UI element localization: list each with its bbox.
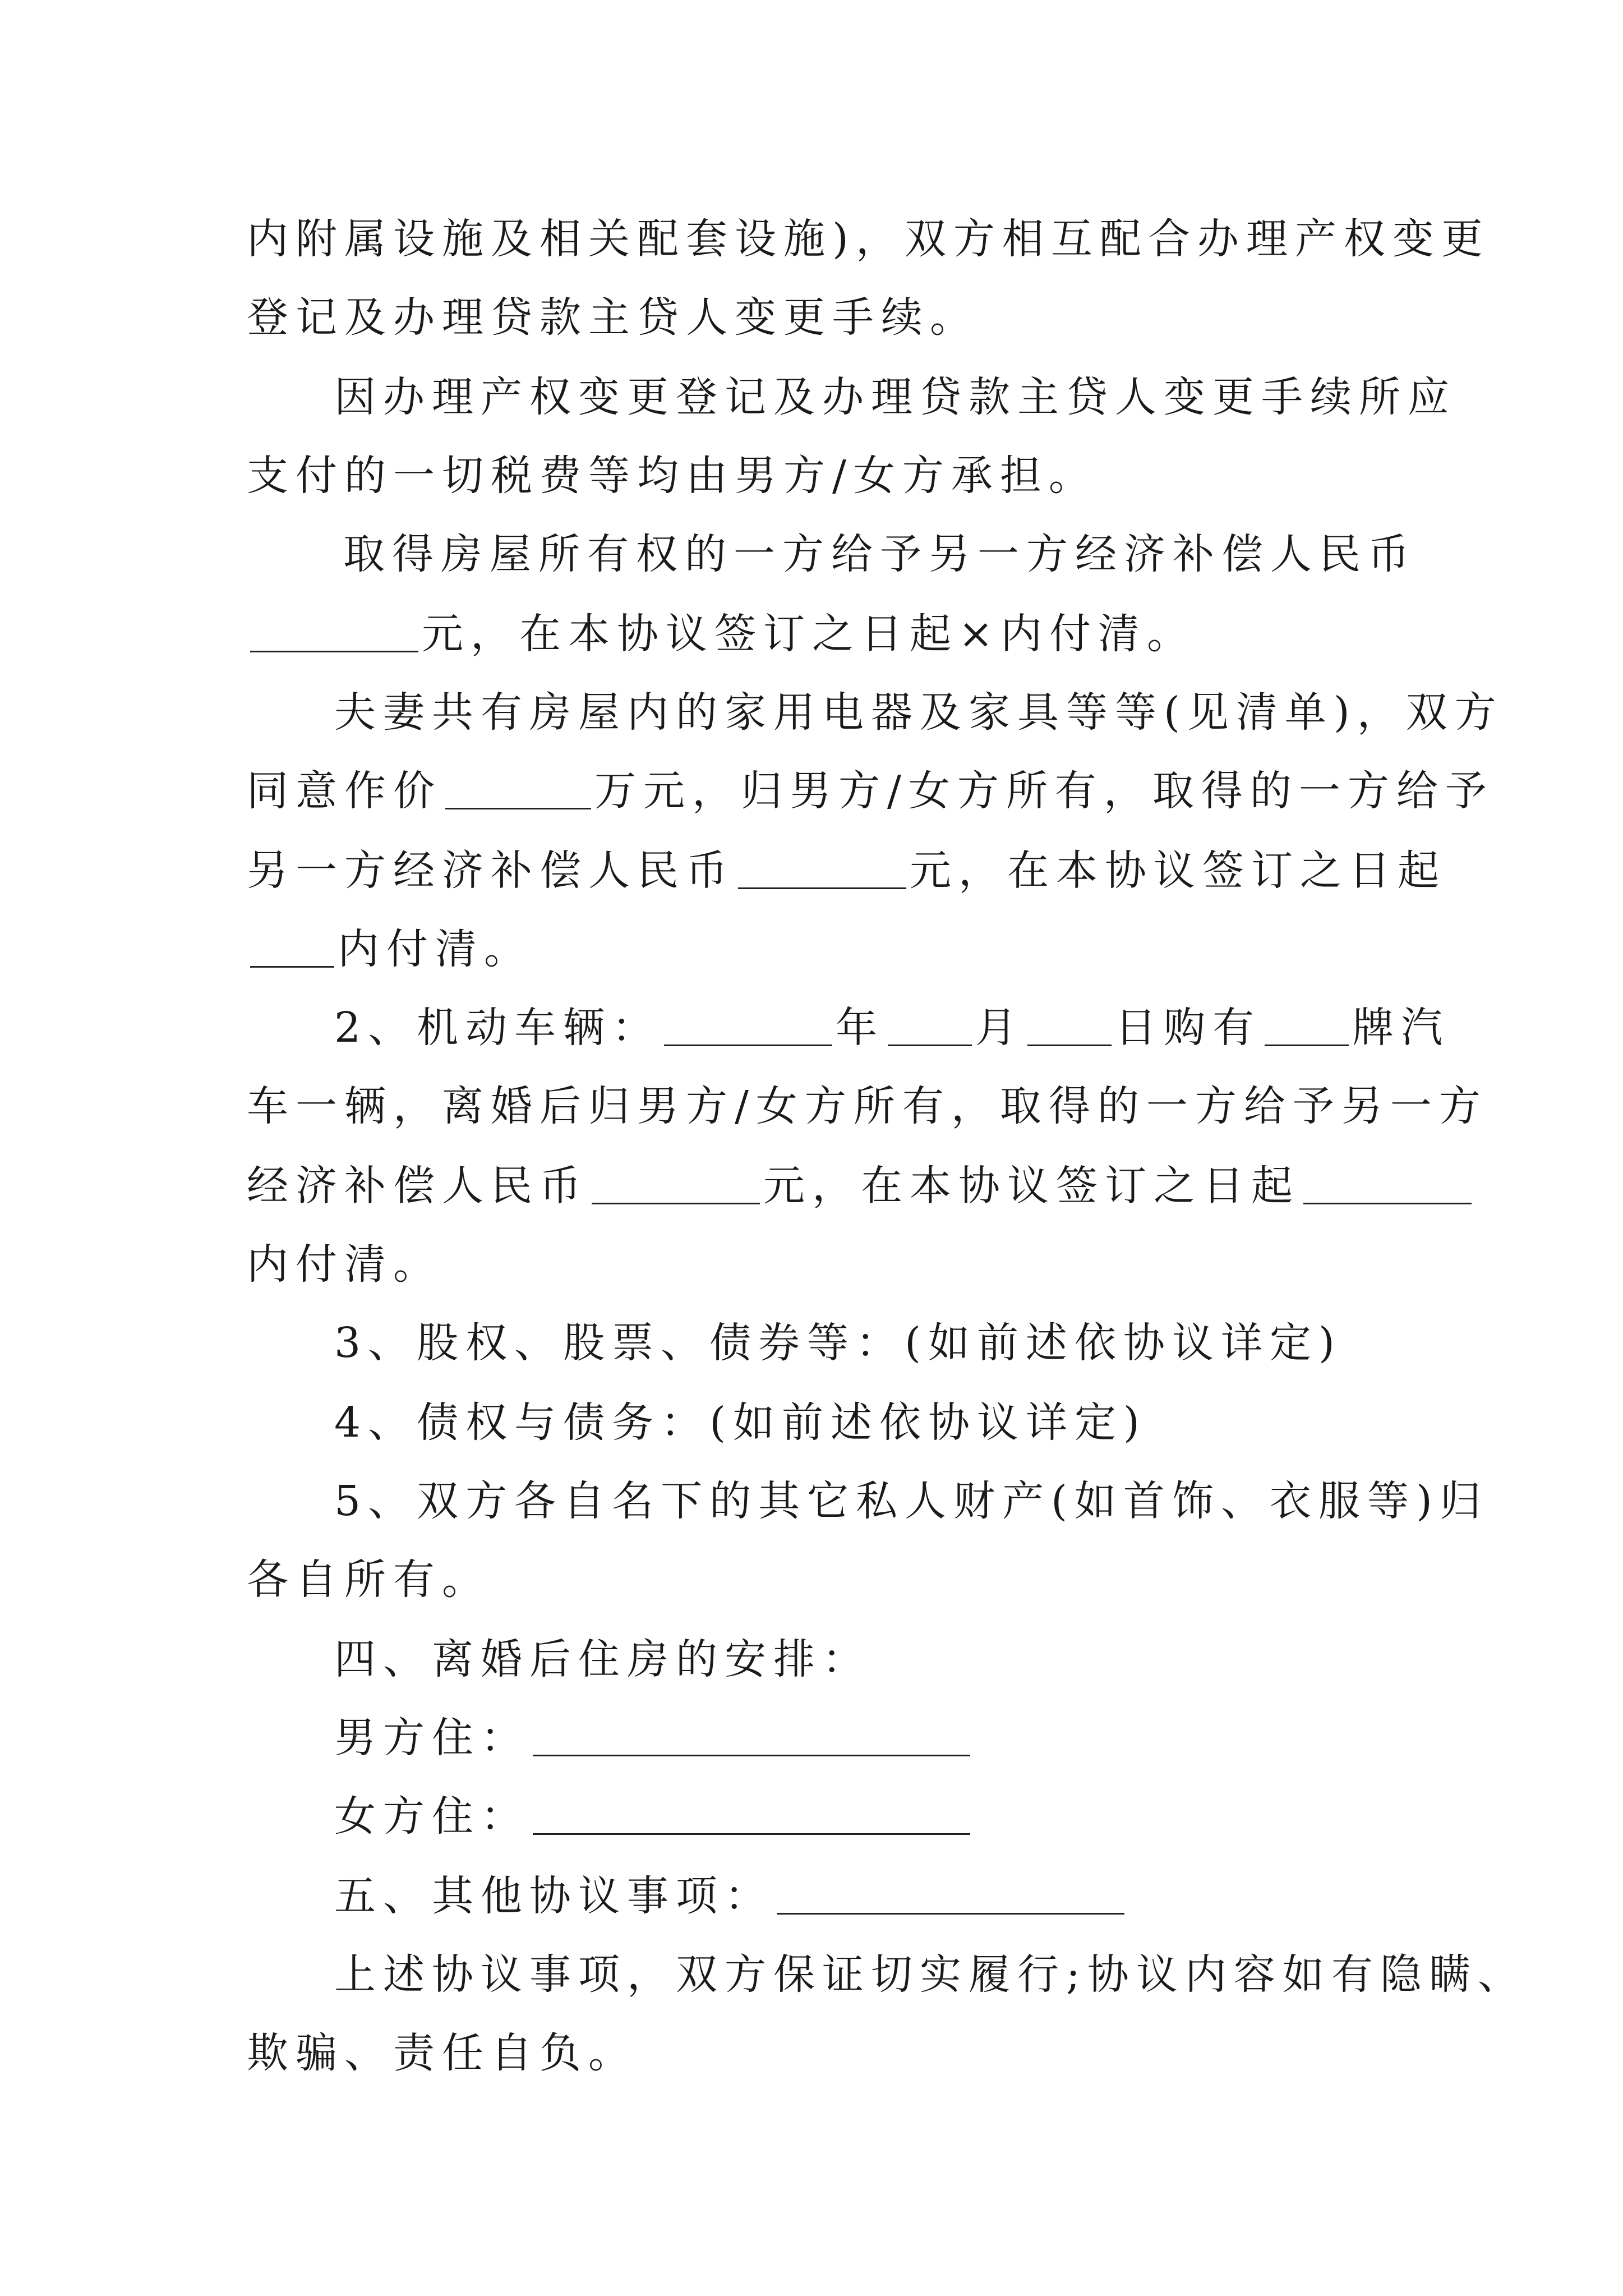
fill-blank (738, 887, 906, 889)
fill-blank (445, 807, 591, 809)
fill-blank (592, 1202, 760, 1204)
text: 元，在本协议签订之日起 (910, 846, 1446, 895)
paragraph-start (334, 990, 1450, 1066)
paragraph-start (334, 359, 1456, 435)
text: 各自所有。 (247, 1556, 491, 1604)
text: 元，在本协议签订之日起×内付清。 (422, 610, 1196, 658)
text: 4、债权与债务：(如前述依协议详定) (334, 1398, 1147, 1447)
paragraph-start (334, 1305, 1400, 1381)
text-line (247, 201, 1490, 277)
paragraph-start (334, 1700, 1400, 1776)
text-line (247, 596, 1391, 672)
paragraph-start (334, 1778, 1400, 1855)
fill-blank (533, 1833, 970, 1835)
text: 月 (975, 1004, 1025, 1052)
text: 女方住： (334, 1792, 529, 1841)
text: 五、其他协议事项： (334, 1872, 773, 1920)
text: 四、离婚后住房的安排： (334, 1635, 871, 1683)
text-line (247, 1068, 1488, 1144)
text: 牌汽 (1352, 1004, 1450, 1052)
text: 2、机动车辆： (334, 1004, 661, 1052)
text: 3、股权、股票、债券等：(如前述依协议详定) (334, 1319, 1342, 1367)
text: 万元，归男方/女方所有，取得的一方给予 (594, 767, 1494, 815)
text: 内付清。 (247, 1240, 442, 1289)
fill-blank (533, 1754, 970, 1756)
text-line (247, 279, 1391, 356)
text: 另一方经济补偿人民币 (247, 846, 735, 895)
fill-blank (777, 1912, 1124, 1915)
text-line (247, 438, 1391, 514)
text: 夫妻共有房屋内的家用电器及家具等等(见清单)，双方 (334, 688, 1504, 737)
text: 同意作价 (247, 767, 442, 815)
paragraph-start (334, 1936, 1527, 2013)
text-line (247, 911, 1391, 987)
text: 欺骗、责任自负。 (247, 2029, 637, 2077)
paragraph-start (334, 1384, 1400, 1461)
text: 内付清。 (338, 925, 533, 973)
text: 日购有 (1115, 1004, 1262, 1052)
text: 男方住： (334, 1714, 529, 1762)
fill-blank (250, 965, 334, 968)
text-line (247, 2015, 1391, 2091)
text: 年 (836, 1004, 885, 1052)
text: 5、双方各自名下的其它私人财产(如首饰、衣服等)归 (334, 1477, 1488, 1525)
paragraph-start (334, 1463, 1488, 1539)
text: 登记及办理贷款主贷人变更手续。 (247, 293, 979, 342)
fill-blank (250, 650, 418, 652)
text: 经济补偿人民币 (247, 1162, 588, 1210)
fill-blank (1303, 1202, 1472, 1204)
fill-blank (1265, 1044, 1349, 1046)
text-line (247, 1226, 1391, 1303)
fill-blank (1027, 1044, 1112, 1046)
fill-blank (888, 1044, 972, 1046)
section-heading (334, 1858, 1400, 1934)
text-line (247, 1542, 1391, 1618)
text: 支付的一切税费等均由男方/女方承担。 (247, 452, 1098, 500)
text: 内附属设施及相关配套设施)，双方相互配合办理产权变更 (247, 215, 1490, 263)
fill-blank (664, 1044, 832, 1046)
paragraph-start (334, 674, 1504, 751)
section-heading (334, 1621, 1400, 1697)
text-line (247, 753, 1494, 829)
text-line (247, 1148, 1391, 1224)
text: 车一辆，离婚后归男方/女方所有，取得的一方给予另一方 (247, 1082, 1488, 1130)
text: 因办理产权变更登记及办理贷款主贷人变更手续所应 (334, 373, 1456, 421)
text: 上述协议事项，双方保证切实履行;协议内容如有隐瞒、 (334, 1950, 1527, 1999)
text: 元，在本协议签订之日起 (763, 1162, 1300, 1210)
paragraph-start (343, 516, 1417, 592)
text-line (247, 832, 1446, 909)
text: 取得房屋所有权的一方给予另一方经济补偿人民币 (343, 530, 1417, 578)
